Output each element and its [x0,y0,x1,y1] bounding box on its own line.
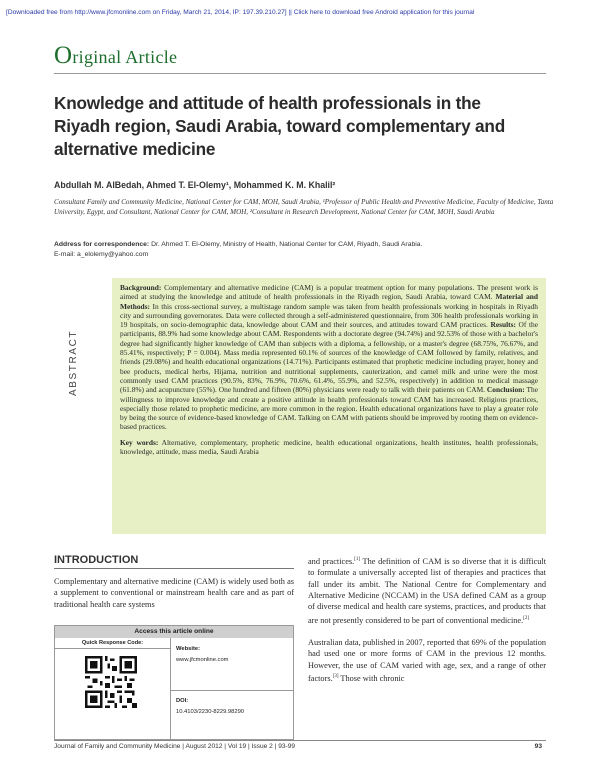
correspondence-block [54,240,554,259]
qr-label: Quick Response Code: [55,638,170,649]
qr-code-icon[interactable] [85,656,137,708]
conclusion-label: Conclusion: [486,385,525,395]
introduction-paragraph-1: Complementary and alternative medicine (CAM) is widely used both as a supplement to conventional or mainstream health care and as part of traditional health care systems [54,577,294,609]
doi-link[interactable]: 10.4103/2230-8229.98290 [176,709,245,715]
website-label: Website: [176,646,201,652]
intro-p3-body: Australian data, published in 2007, reported that 69% of the population had used one or more forms of CAM in the previous 12 months. However, the use of CAM varied with age, sex, and a range of other factors. [308,637,546,683]
article-title: Knowledge and attitude of health professionals in the Riyadh region, Saudi Arabia, toward complementary and alternative medicine [54,93,506,159]
access-divider [171,690,293,691]
correspondence-label: Address for correspondence: [54,241,150,248]
correspondence-email[interactable]: E-mail: a_elolemy@yahoo.com [54,250,149,258]
abstract-text [120,283,538,432]
intro-p3-end: Those with chronic [338,673,405,683]
journal-citation: Journal of Family and Community Medicine | August 2012 | Vol 19 | Issue 2 | 93-99 [54,743,296,750]
doi-label: DOI: [176,698,189,704]
background-text: Complementary and alternative medicine (CAM) is a popular treatment option for many populations. The present work is aimed at studying the knowledge and attitude of health professionals in the Riyadh region, Saudi Arabia, toward CAM. [120,283,538,302]
reference-2[interactable]: [2] [523,615,530,621]
author-list: Abdullah M. AlBedah, Ahmed T. El-Olemy¹, Mohammed K. M. Khalil² [54,180,336,190]
correspondence-address: Dr. Ahmed T. El-Olemy, Ministry of Health, National Center for CAM, Riyadh, Saudi Arabia. [149,241,423,248]
reference-3[interactable]: [3] [332,674,339,680]
results-label: Results: [490,320,516,330]
keywords-label: Key words: [120,437,159,447]
intro-p2-start: and practices. [308,556,355,566]
website-link[interactable]: www.jfcmonline.com [176,657,229,663]
keywords-text: Alternative, complementary, prophetic medicine, health educational organizations, health institutes, health professionals, knowledge, attitude, mass media, Saudi Arabia [120,437,538,457]
access-heading: Access this article online [55,626,293,638]
article-type-rest: riginal Article [72,47,178,67]
methods-text: In this cross-sectional survey, a multistage random sample was taken from health professionals working in hospitals in Riyadh city and surrounding governorates. Data were collected through a self-administered questionnaire, from 306 health professionals working in 19 hospitals, on socio-demographic data, knowledge about CAM and their sources, and attitudes toward CAM practices. [120,301,538,330]
abstract-body [112,278,546,534]
article-type-initial: O [54,42,73,69]
qr-panel [55,638,171,739]
conclusion-text: The willingness to improve knowledge and create a positive attitude in health professionals toward CAM has increased. Religious practices, especially those related to prophetic medicine, are more common in the region. Health educational organizations have to play a greater role by being the source of evidence-based knowledge of CAM. Talking on CAM with patients should be improved by rooting them on evidence-based practices. [120,385,538,432]
footer-rule [54,740,546,741]
article-type-label [54,42,177,70]
intro-p2-body: The definition of CAM is so diverse that it is difficult to formulate a universally accepted list of therapies and practices that fall under its ambit. The National Centre for Complementary and Alternative Medicine (NCCAM) in the USA defined CAM as a group of diverse medical and health care systems, practices, and products that are not presently considered to be part of conventional medicine. [308,556,547,625]
introduction-heading: INTRODUCTION [54,554,139,566]
introduction-paragraph-2 [308,554,546,626]
section-divider [54,73,546,74]
background-label: Background: [120,283,162,292]
introduction-paragraph-3 [308,637,546,684]
keywords [120,438,538,457]
article-link-panel [171,638,293,739]
page-footer [54,743,546,750]
access-article-box [54,625,294,740]
results-text: Of the participants, 88.9% had some knowledge about CAM. Respondents with a doctorate degree (94.74%) and 92.53% of those with a bachelor's degree had significantly higher knowledge of CAM than subjects with a diploma, a fellowship, or a master's degree (68.75%, 76.67%, and 85.41%, respectively; P = 0.004). Mass media represented 60.1% of sources of the knowledge of CAM followed by family, relatives, and friends (29.08%) and health educational organizations (14.71%). Participants estimated that prophetic medicine including prayer, honey and bee products, medical herbs, Hijama, nutrition and nutritional supplements, cauterization, and camel milk and urine were the most commonly used CAM practices (90.5%, 83%, 76.9%, 70.6%, 61.4%, 55.9%, and 52.5%, respectively) in addition to medical massage (61.8%) and acupuncture (55%). One hundred and fifteen (80%) physicians were ready to talk with their patients on CAM. [120,320,538,395]
abstract-section [54,278,546,534]
download-notice-link[interactable]: [Downloaded free from http://www.jfcmonline.com on Friday, March 21, 2014, IP: 197.39.210.27] || Click here to download free Android application for this journal [6,9,475,16]
left-column [54,554,294,610]
author-affiliations: Consultant Family and Community Medicine, National Center for CAM, MOH, Saudi Arabia, ¹Professor of Public Health and Preventive Medicine, Faculty of Medicine, Tanta University, Egypt, and Consultant, National Center for CAM, MOH, ²Consultant in Research Development, National Center for CAM, MOH, Saudi Arabia [54,198,554,216]
methods-label: Material and Methods: [120,292,538,311]
reference-1[interactable]: [1] [354,557,361,562]
page-number: 93 [534,743,542,750]
abstract-sidebar [54,278,112,534]
right-column [308,554,546,684]
introduction-rule [54,568,294,569]
abstract-label: ABSTRACT [68,329,79,396]
